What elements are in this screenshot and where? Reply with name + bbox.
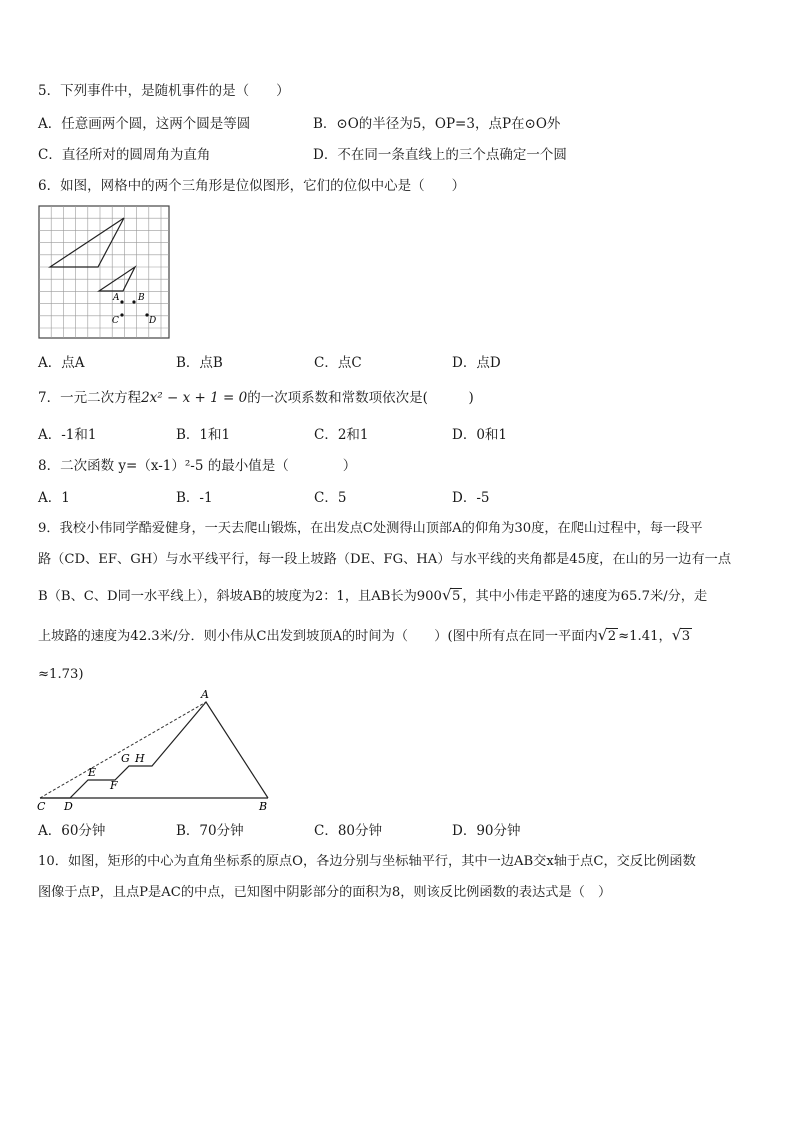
q7-option-b: B．1和1 (176, 427, 231, 443)
q6-label-c: C (112, 316, 119, 326)
q9-line-3 (38, 588, 707, 606)
q6-stem: 6．如图，网格中的两个三角形是位似图形，它们的位似中心是（ ） (38, 178, 466, 194)
q8-option-d: D．-5 (452, 490, 490, 506)
q9-line-4-a: 上坡路的速度为42.3米/分．则小伟从C出发到坡顶A的时间为（ ）(图中所有点在同一平面内 (38, 629, 598, 644)
q6-point-a (120, 300, 123, 303)
q9-sqrt-3: √ 3 (671, 626, 691, 644)
q6-label-a: A (113, 293, 120, 303)
q7-stem-suffix: 的一次项系数和常数项依次是( ) (247, 390, 474, 406)
q9-line-4-b: ≈1.41， (618, 629, 672, 644)
q5-option-b: B．⊙O的半径为5，OP=3，点P在⊙O外 (313, 116, 561, 132)
q9-line-1: 9．我校小伟同学酷爱健身，一天去爬山锻炼，在出发点C处测得山顶部A的仰角为30度，在爬山过程中，每一段平 (38, 521, 703, 536)
q7-stem-prefix: 7．一元二次方程 (38, 390, 142, 406)
q10-line-2: 图像于点P，且点P是AC的中点，已知图中阴影部分的面积为8，则该反比例函数的表达式是（ ） (38, 885, 612, 900)
q6-option-a: A．点A (38, 355, 85, 371)
q6-option-b: B．点B (176, 355, 223, 371)
q7-option-a: A．-1和1 (38, 427, 97, 443)
q9-label-f: F (110, 779, 118, 792)
q9-sqrt-5: √ 5 (441, 586, 461, 604)
q5-option-a: A．任意画两个圆，这两个圆是等圆 (38, 116, 251, 132)
q6-point-b (132, 300, 135, 303)
q9-option-b: B．70分钟 (176, 823, 244, 839)
q5-stem: 5．下列事件中，是随机事件的是（ ） (38, 83, 290, 99)
q9-line-4 (38, 628, 692, 646)
q9-mountain-figure (30, 685, 280, 815)
q7-stem (38, 389, 474, 407)
q5-option-d: D．不在同一条直线上的三个点确定一个圆 (313, 147, 567, 163)
q8-option-b: B．-1 (176, 490, 213, 506)
q6-grid-figure (38, 205, 170, 339)
q9-option-d: D．90分钟 (452, 823, 521, 839)
q9-line-3-b: ，其中小伟走平路的速度为65.7米/分，走 (462, 589, 708, 604)
q8-option-c: C．5 (314, 490, 347, 506)
q6-label-d: D (149, 316, 157, 326)
q8-stem: 8．二次函数 y=（x-1）²-5 的最小值是（ ） (38, 458, 357, 474)
q6-point-c (120, 313, 123, 316)
q9-label-h: H (135, 752, 145, 765)
q9-label-e: E (88, 766, 97, 779)
q10-line-1: 10．如图，矩形的中心为直角坐标系的原点O，各边分别与坐标轴平行，其中一边AB交x轴于点C，交反比例函数 (38, 854, 696, 869)
q7-option-d: D．0和1 (452, 427, 508, 443)
q9-label-b: B (259, 800, 268, 813)
q9-label-g: G (121, 752, 130, 765)
q8-option-a: A．1 (38, 490, 70, 506)
q9-line-5: ≈1.73) (38, 667, 84, 682)
q9-label-a: A (201, 688, 209, 701)
q9-option-a: A．60分钟 (38, 823, 106, 839)
q9-label-c: C (37, 800, 46, 813)
q9-sight-line (40, 702, 206, 798)
q7-option-c: C．2和1 (314, 427, 369, 443)
q7-equation: 2x² − x + 1 = 0 (141, 390, 248, 406)
q6-label-b: B (138, 293, 145, 303)
q6-option-c: C．点C (314, 355, 362, 371)
q9-sqrt-2: √ 2 (597, 626, 617, 644)
q9-climb-path (40, 702, 268, 798)
q6-option-d: D．点D (452, 355, 501, 371)
q5-option-c: C．直径所对的圆周角为直角 (38, 147, 211, 163)
q9-label-d: D (64, 800, 73, 813)
q9-line-3-a: B（B、C、D同一水平线上），斜坡AB的坡度为2：1，且AB长为900 (38, 589, 442, 604)
q9-line-2: 路（CD、EF、GH）与水平线平行，每一段上坡路（DE、FG、HA）与水平线的夹角都是45度，在山的另一边有一点 (38, 552, 732, 567)
q9-option-c: C．80分钟 (314, 823, 383, 839)
